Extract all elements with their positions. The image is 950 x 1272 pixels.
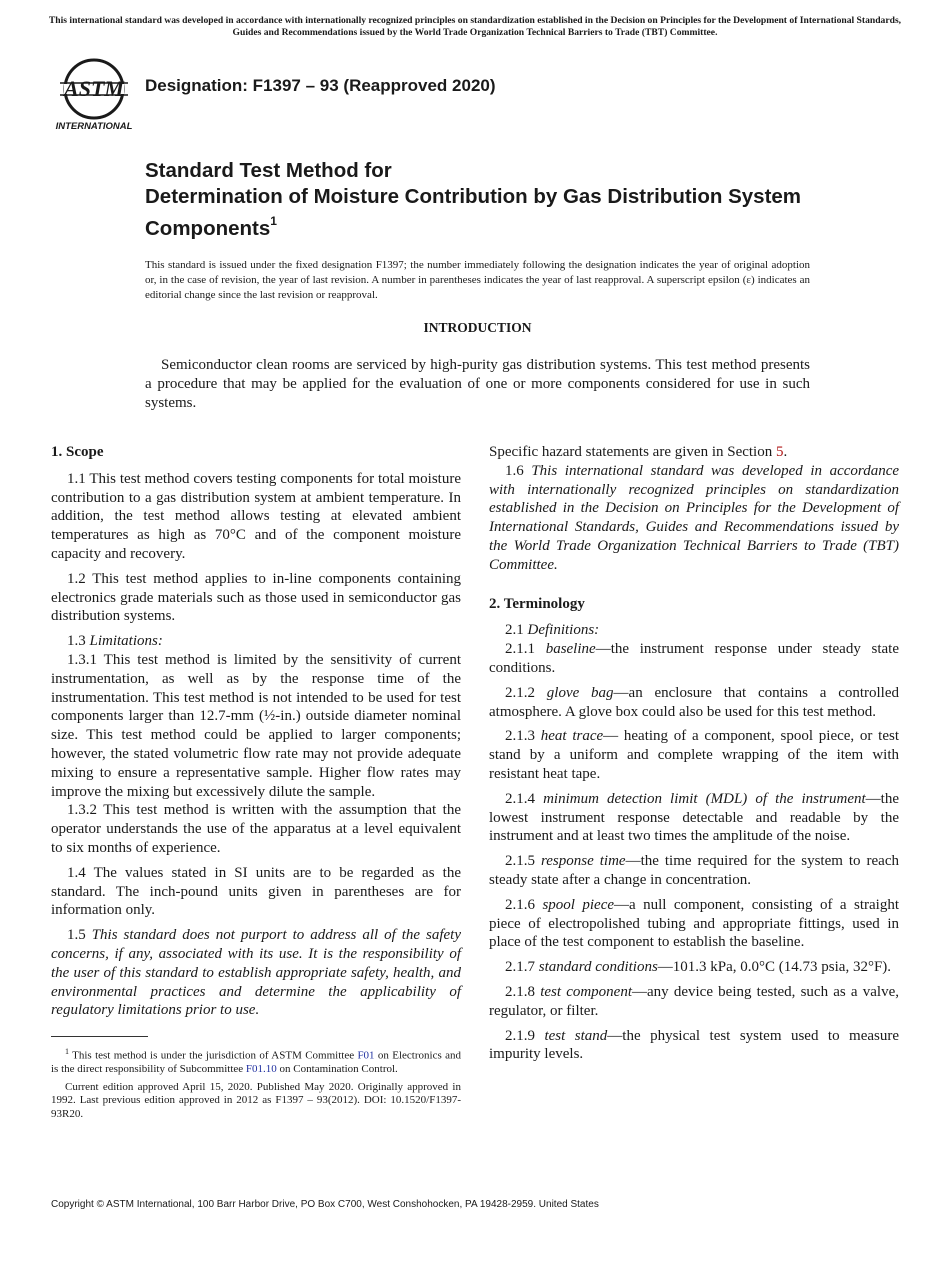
para-1-1: 1.1 This test method covers testing components for total moisture contribution to a gas distribution system at ambient temperature. In addition, the test method allows testing at elevated ambient temperatures as high as 70°C and of the component moisture capacity and recovery. [51,470,461,562]
para-1-6-number: 1.6 [505,462,532,479]
definition-item [489,727,899,783]
definition-number: 2.1.5 [505,853,541,870]
definition-item [489,684,899,722]
issuance-note: This standard is issued under the fixed designation F1397; the number immediately following the designation indicates the year of original adoption or, in the case of revision, the year of last revision. A number in parentheses indicates the year of last reapproval. A superscript epsilon (ε) indicates an editorial change since the last revision or reapproval. [145,259,810,301]
definition-term: baseline [545,641,596,658]
section-terminology-heading: 2. Terminology [489,595,585,612]
footnote-1-text-c: on Contamination Control. [276,1063,398,1076]
definition-text: —an enclosure that contains a controlled atmosphere. A glove box could also be used for this test method. [489,684,900,720]
top-notice: This international standard was developed in accordance with internationally recognized principles on standardization established in the Decision on Principles for the Development of International Standards, Guides and Recommendations issued by the World Trade Organization Technical Barriers to Trade (TBT) Committee. [48,15,902,38]
definition-text: — heating of a component, spool piece, or test stand by a uniform and complete wrapping of the item with resistant heat tape. [489,728,899,782]
section-5-link[interactable]: 5 [775,444,784,460]
right-column [489,443,899,1070]
definition-text: —a null component, consisting of a straight piece of electropolished tubing and appropriate fittings, used in place of the test component to establish the baseline. [489,896,900,951]
para-1-5-continued [489,443,899,462]
introduction-text: Semiconductor clean rooms are serviced by high-purity gas distribution systems. This test method presents a procedure that may be applied for the evaluation of one or more components considered for use in such systems. [145,357,810,411]
title-footnote-mark: 1 [270,214,277,228]
logo-subtext: INTERNATIONAL [55,121,133,132]
definition-number: 2.1.6 [505,896,543,913]
astm-logo [54,58,134,132]
para-1-5-tail: Specific hazard statements are given in Section [489,444,776,460]
footnotes [51,1045,461,1125]
designation: Designation: F1397 – 93 (Reapproved 2020) [145,76,496,95]
footnote-1 [51,1045,461,1077]
para-1-6 [489,462,899,575]
definition-number: 2.1.7 [505,959,539,976]
footnote-edition: Current edition approved April 15, 2020. Published May 2020. Originally approved in 1992. Last previous edition approved in 2012 as F1397 – 93(2012). DOI: 10.1520/F1397-93R20. [51,1080,461,1120]
definition-text: —the lowest instrument response detectable and readable by the instrument and at least two times the amplitude of the noise. [489,790,899,845]
definition-item [489,896,899,952]
footnote-divider [51,1036,148,1037]
definition-term: test component [540,983,633,1000]
definition-term: spool piece [542,896,615,913]
definition-item [489,852,899,890]
footnote-1-text-b: on Electronics and is the direct responsibility of Subcommittee [51,1049,461,1076]
committee-link[interactable]: F01 [357,1049,375,1062]
logo-text: ASTM [64,76,124,101]
footnote-1-mark: 1 [65,1047,69,1056]
definition-number: 2.1.1 [505,641,546,658]
title-main: Determination of Moisture Contribution by Gas Distribution System Components [145,185,802,240]
footnote-1-text-a: This test method is under the jurisdiction of ASTM Committee [69,1049,358,1062]
definition-text: —the time required for the system to reach steady state after a change in concentration. [489,853,899,888]
para-1-3 [51,632,461,651]
para-1-5 [51,926,461,1020]
para-1-2: 1.2 This test method applies to in-line components containing electronics grade materials such as those used in semiconductor gas distribution systems. [51,570,461,625]
definition-term: test stand [544,1027,608,1044]
subcommittee-link[interactable]: F01.10 [245,1063,277,1076]
para-2-1-number: 2.1 [505,622,528,639]
para-1-5-number: 1.5 [67,927,92,944]
para-2-1 [489,621,899,640]
title-line-2 [145,184,845,242]
definition-number: 2.1.4 [505,790,544,807]
introduction-heading: INTRODUCTION [423,320,532,335]
definition-text: —the physical test system used to measure impurity levels. [489,1027,900,1063]
left-column [51,443,461,1026]
definition-text: —any device being tested, such as a valve, regulator, or filter. [489,983,899,1019]
definitions-list [489,640,899,1064]
definition-item [489,1027,899,1065]
para-1-6-text: This international standard was developed in accordance with internationally recognized principles on standardization established in the Decision on Principles for the Development of International Standards, Guides and Recommendations issued by the World Trade Organization Technical Barriers to Trade (TBT) Committee. [489,462,900,573]
definition-item [489,958,899,977]
section-scope-heading: 1. Scope [51,444,104,460]
definition-number: 2.1.3 [505,728,541,745]
definition-number: 2.1.9 [505,1027,545,1044]
para-1-4: 1.4 The values stated in SI units are to be regarded as the standard. The inch-pound units given in parentheses are for information only. [51,864,461,919]
para-1-3-term: Limitations: [89,633,163,650]
para-1-3-2: 1.3.2 This test method is written with the assumption that the operator understands the use of the apparatus at a level equivalent to six months of experience. [51,802,461,856]
para-1-5-text: This standard does not purport to address all of the safety concerns, if any, associated with its use. It is the responsibility of the user of this standard to establish appropriate safety, health, and environmental practices and determine the applicability of regulatory limitations prior to use. [51,927,462,1019]
definition-item [489,983,899,1021]
definition-term: heat trace [540,728,604,745]
definition-text: —the instrument response under steady state conditions. [489,641,900,676]
para-2-1-label: Definitions: [527,622,600,639]
definition-term: standard conditions [538,959,658,976]
definition-term: minimum detection limit (MDL) of the instrument [543,790,866,807]
definition-number: 2.1.2 [505,684,547,701]
definition-term: glove bag [546,684,614,701]
title-line-1: Standard Test Method for [145,159,392,182]
para-1-3-number: 1.3 [67,633,90,650]
para-1-3-1: 1.3.1 This test method is limited by the sensitivity of current instrumentation, as well as by the response time of the instrumentation. This test method is not intended to be used for test components larger than 12.7-mm (½-in.) outside diameter nominal size. This test method could be applied to larger components; however, the stated volumetric flow rate may not provide adequate mixing to ensure a representative sample. Higher flow rates may improve the mixing but excessively dilute the sample. [51,651,461,800]
definition-text: —101.3 kPa, 0.0°C (14.73 psia, 32°F). [657,959,892,976]
definition-item [489,640,899,678]
para-1-5-end: . [783,444,788,460]
document-title [145,158,845,242]
copyright-footer: Copyright © ASTM International, 100 Barr Harbor Drive, PO Box C700, West Conshohocken, PA 19428-2959. United States [51,1199,599,1210]
definition-item [489,790,899,846]
definition-term: response time [540,853,626,870]
definition-number: 2.1.8 [505,983,541,1000]
